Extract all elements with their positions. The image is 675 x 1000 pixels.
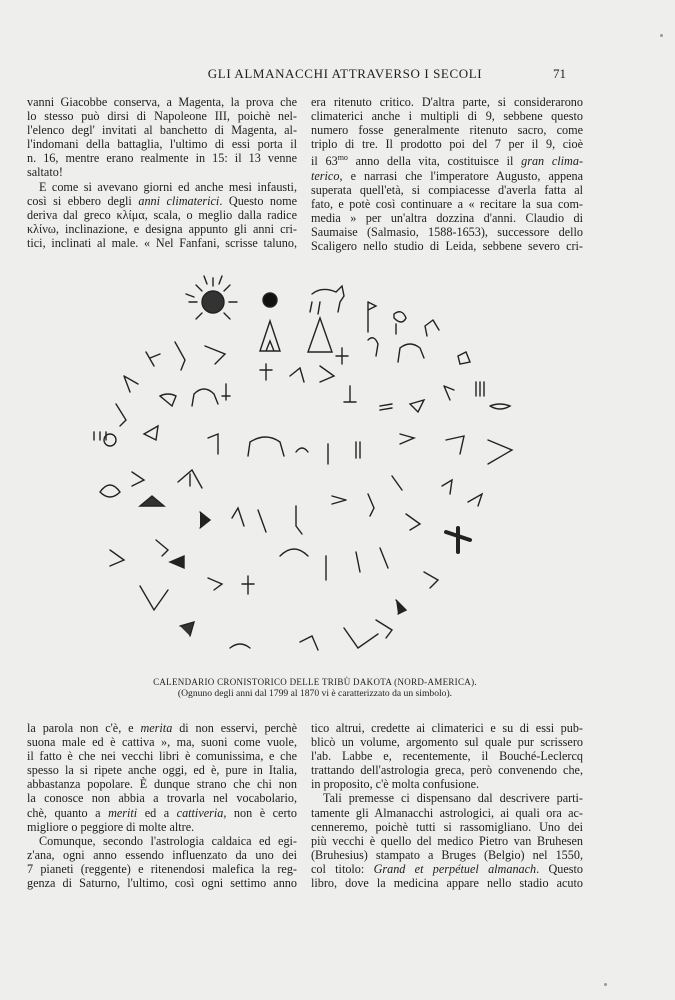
bird-symbol — [205, 346, 225, 364]
horse-symbol — [310, 286, 344, 314]
tipi-symbol — [488, 440, 512, 464]
text-line: E come si avevano giorni ed anche mesi infausti, — [39, 179, 297, 194]
text-line: spesso la si ripete anche oggi, ed è, pure in Italia, — [27, 763, 297, 778]
text-line: la conosce non abbia a trovarla nel vocabolario, — [27, 791, 297, 806]
text-line: chè, quanto a meriti ed a cattiveria, non è certo — [27, 805, 297, 820]
cross-symbol — [446, 528, 470, 552]
paper-speck — [604, 983, 607, 986]
text-line: così si ebbero degli anni climaterici. Questo nome — [27, 193, 298, 208]
text-line: n. 16, mentre erano realmente in 15: il 13 venne — [27, 151, 297, 166]
text-line: superata quell'età, si compiacesse d'averla fatta al — [311, 182, 583, 197]
emphasis: meriti — [108, 805, 138, 820]
text-line: fato, e potè così continuare a « recitare la sua com- — [311, 196, 583, 211]
text-line: κλίνω, inclinazione, e designa appunto gli anni cri- — [27, 221, 297, 236]
text-line: tico altrui, credette ai climaterici e su di essi pub- — [311, 721, 583, 735]
text-line: tamente gli Almanacchi astrologici, ai quali ora ac- — [311, 805, 583, 820]
text-line: l'ab. Labbe e, recentemente, il Bouché-Leclercq — [311, 749, 583, 764]
emphasis: gran clima- — [521, 154, 583, 169]
text-line: migliore o peggiore di molte altre. — [27, 819, 195, 834]
text-line: 7 pianeti (reggente) e ritenendosi malefica la reg- — [27, 861, 297, 876]
page-number: 71 — [553, 66, 566, 81]
text-line: l'indomani della battaglia, l'ultimo di essi porta il — [27, 137, 297, 152]
text-line: deriva dal greco κλίμα, scala, o meglio dalla radice — [27, 207, 297, 222]
text-line: numero fosse generalmente ritenuto sacro, come — [311, 123, 583, 138]
text-line: saltato! — [27, 165, 63, 180]
text-line: più vecchi è quello del medico Pietro van Bruhesen — [311, 833, 583, 848]
text-line: triplo di tre. Il prodotto poi del 7 per il 9, cioè — [311, 137, 583, 152]
paper-speck — [660, 34, 663, 37]
text-line: libro, dove la medicina appare nello stadio acuto — [311, 876, 583, 891]
emphasis: anni climaterici — [138, 193, 220, 208]
tipi-symbol — [308, 318, 332, 352]
text-line: il $63^{mo}$ anno della vita, costituisce il gran clima- — [311, 153, 583, 169]
dakota-calendar-figure — [80, 256, 540, 671]
figure-caption — [50, 676, 580, 700]
buffalo-symbol — [100, 485, 120, 497]
column-bottom-right — [311, 721, 583, 890]
emphasis: Grand et perpétuel almanach — [373, 861, 537, 876]
text-line: z'ana, ogni anno essendo influenzato da uno dei — [27, 847, 297, 862]
sun-symbol — [186, 276, 237, 319]
caption-title: CALENDARIO CRONISTORICO DELLE TRIBÙ DAKOTA (NORD-AMERICA). — [153, 677, 477, 687]
text-line: Comunque, secondo l'astrologia caldaica ed egi- — [39, 833, 297, 848]
text-line: blicò un volume, argomento sul quale pur scrissero — [311, 735, 583, 750]
horse-symbol — [248, 437, 284, 456]
column-top-right — [311, 95, 583, 253]
text-line: suona male ed è cattiva », ma, suoni come vuole, — [27, 735, 297, 750]
text-line: cenneremo, poichè tutti si rassomigliano. Uno dei — [311, 819, 583, 834]
emphasis: cattiveria — [176, 805, 224, 820]
horse-symbol — [398, 344, 424, 362]
text-line: la parola non c'è, e merita di non esservi, perchè — [27, 721, 297, 735]
text-line: in proposito, c'è molta confusione. — [311, 777, 480, 792]
text-line: terico, e narrasi che l'imperatore Augusto, appena — [311, 168, 583, 183]
text-line: media » per un'altra dozzina d'anni. Claudio di — [311, 210, 583, 225]
text-line: genza di Saturno, l'ultimo, così ogni settimo anno — [27, 876, 297, 891]
caption-subtitle: (Ognuno degli anni dal 1799 al 1870 vi è caratterizzato da un simbolo). — [177, 688, 453, 699]
text-line: lo stesso può dirsi di Napoleone III, poichè nel- — [27, 109, 297, 124]
text-line: l'elenco degl' invitati al banchetto di Magenta, al- — [27, 123, 297, 138]
column-bottom-left — [27, 721, 297, 890]
text-line: vanni Giacobbe conserva, a Magenta, la prova che — [27, 95, 297, 109]
arc-symbol — [280, 549, 308, 556]
running-head: GLI ALMANACCHI ATTRAVERSO I SECOLI — [207, 66, 483, 81]
emphasis: terico — [311, 168, 340, 183]
person-symbol — [222, 384, 230, 400]
text-line: Saumaise (Salmasio, 1588-1653), successore dello — [311, 224, 583, 239]
text-line: il fatto è che nei vecchi libri è comunissima, e che — [27, 749, 297, 764]
emphasis: merita — [140, 721, 173, 735]
text-line: col titolo: Grand et perpétuel almanach. Questo — [311, 861, 583, 876]
tipi-symbol — [260, 321, 280, 351]
black-moon-symbol — [263, 293, 277, 307]
text-line: Scaligero nello studio di Leida, sebbene severo cri- — [311, 239, 583, 253]
text-line: trattando dell'astrologia greca, però convenendo che, — [311, 763, 583, 778]
text-line: abbastanza popolare. È dunque strano che chi non — [27, 777, 297, 792]
text-line: climaterici anche i multipli di 9, sebbene questo — [311, 109, 583, 124]
text-line: (Bruhesius) stampato a Bruges (Belgio) nel 1550, — [311, 847, 583, 862]
text-line: era ritenuto critico. D'altra parte, si considerarono — [311, 95, 583, 109]
column-top-left — [27, 95, 297, 250]
text-line: tici, inclinati al male. « Nel Fanfani, scrisse taluno, — [27, 235, 297, 250]
text-line: Tali premesse ci dispensano dal descrivere parti- — [323, 791, 583, 806]
